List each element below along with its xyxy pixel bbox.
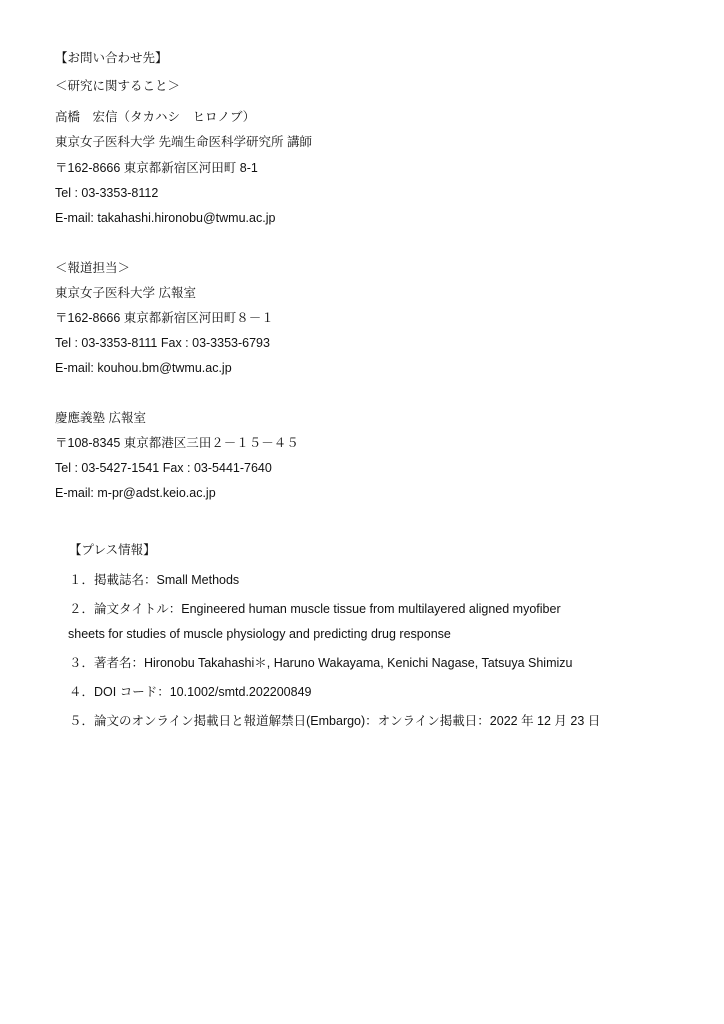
keio-tel-fax: Tel : 03-5427-1541 Fax : 03-5441-7640 — [55, 461, 272, 475]
press-info-item-title: ２．論文タイトル：Engineered human muscle tissue from multilayered aligned myofiber — [69, 602, 561, 616]
researcher-affiliation: 東京女子医科大学 先端生命医科学研究所 講師 — [55, 135, 312, 149]
researcher-tel: Tel : 03-3353-8112 — [55, 186, 159, 200]
researcher-name: 高橋 宏信（タカハシ ヒロノブ） — [55, 110, 256, 124]
twmu-email: E-mail: kouhou.bm@twmu.ac.jp — [55, 361, 232, 375]
twmu-address: 〒162-8666 東京都新宿区河田町８－１ — [55, 311, 274, 325]
keio-address: 〒108-8345 東京都港区三田２－１５－４５ — [55, 436, 299, 450]
press-info-heading: 【プレス情報】 — [69, 543, 156, 557]
keio-office: 慶應義塾 広報室 — [55, 411, 146, 425]
press-info-item-embargo: ５．論文のオンライン掲載日と報道解禁日(Embargo)：オンライン掲載日：2022 年 12 月 23 日 — [69, 714, 601, 728]
contact-heading: 【お問い合わせ先】 — [55, 51, 168, 65]
press-contact-heading: ＜報道担当＞ — [55, 261, 131, 275]
press-info-item-authors: ３．著者名：Hironobu Takahashi＊, Haruno Wakayama, Kenichi Nagase, Tatsuya Shimizu — [69, 656, 573, 670]
press-info-item-doi: ４．DOI コード：10.1002/smtd.202200849 — [69, 685, 312, 699]
researcher-email: E-mail: takahashi.hironobu@twmu.ac.jp — [55, 211, 276, 225]
research-contact-heading: ＜研究に関すること＞ — [55, 79, 181, 93]
press-info-item-journal: １．掲載誌名：Small Methods — [69, 573, 240, 587]
researcher-address: 〒162-8666 東京都新宿区河田町 8-1 — [55, 161, 258, 175]
press-info-item-title-continuation: sheets for studies of muscle physiology and predicting drug response — [68, 627, 451, 641]
twmu-office: 東京女子医科大学 広報室 — [55, 286, 196, 300]
keio-email: E-mail: m-pr@adst.keio.ac.jp — [55, 486, 216, 500]
twmu-tel-fax: Tel : 03-3353-8111 Fax : 03-3353-6793 — [55, 336, 270, 350]
